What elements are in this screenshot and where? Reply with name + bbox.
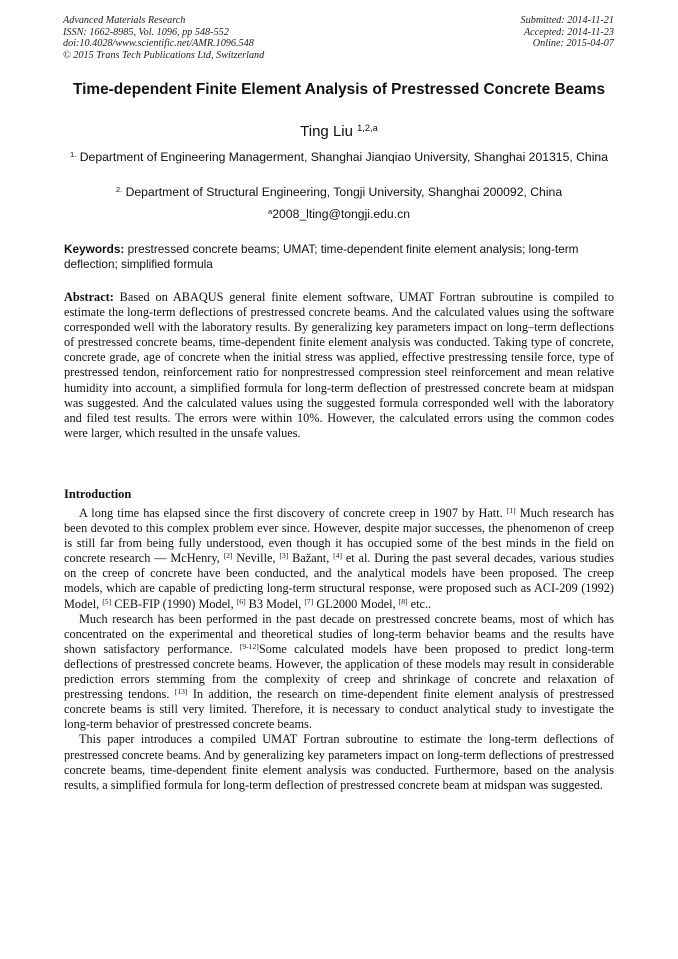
citation-2[interactable]: [2] — [223, 551, 233, 561]
affiliation-2-mark: 2 — [115, 184, 121, 194]
affiliation-2-text: Department of Structural Engineering, Tongji University, Shanghai 200092, China — [125, 185, 563, 199]
intro-p1-text-5: et al. During the past several decades, various studies on the creep of concrete have been conducted, and the analytical models have been proposed. The creep models, which are capable of predicting long-term structural response, were proposed such as ACI-209 (1992) Model, — [64, 551, 615, 611]
email-address[interactable]: 2008_lting@tongji.edu.cn — [272, 207, 410, 221]
citation-9-12[interactable]: [9-12] — [239, 641, 259, 651]
issn-line: ISSN: 1662-8985, Vol. 1096, pp 548-552 — [63, 26, 229, 38]
publication-info — [63, 15, 264, 61]
abstract-label: Abstract: — [64, 290, 114, 304]
publication-dates — [521, 15, 614, 50]
citation-6[interactable]: [6] — [236, 596, 246, 606]
intro-p1-text-7: B3 Model, — [245, 596, 302, 611]
introduction-heading: Introduction — [64, 487, 132, 501]
intro-p1-text-3: Neville, — [232, 551, 276, 566]
online-date: Online: 2015-04-07 — [532, 38, 614, 50]
intro-p1-text-8: GL2000 Model, — [313, 596, 396, 611]
intro-p1-text-6: CEB-FIP (1990) Model, — [111, 596, 234, 611]
intro-p1-text-2: Much research has been devoted to this complex problem ever since. However, despite major successes, the phenomenon of creep is still far from being fully understood, even though it has occupied some of the best minds in the field on concrete research — McHenry, — [64, 506, 615, 566]
submitted-date: Submitted: 2014-11-21 — [520, 15, 614, 26]
introduction-body — [64, 506, 614, 793]
abstract-block — [64, 290, 614, 441]
citation-5[interactable]: [5] — [102, 596, 112, 606]
citation-7[interactable]: [7] — [304, 596, 314, 606]
journal-name: Advanced Materials Research — [63, 15, 186, 26]
paper-title: Time-dependent Finite Element Analysis of Prestressed Concrete Beams — [73, 81, 605, 98]
accepted-date: Accepted: 2014-11-23 — [523, 26, 614, 38]
introduction-paragraph-2 — [64, 612, 614, 733]
citation-4[interactable]: [4] — [333, 551, 342, 561]
author-affiliation-marks: 1,2,a — [357, 122, 378, 133]
copyright-line: © 2015 Trans Tech Publications Ltd, Switzerland — [63, 49, 265, 61]
intro-p2-text-2: Some calculated models have been proposed to predict long-term deflections of prestressed concrete beams. However, the application of these models may result in considerable prediction errors stemming from the complexity of creep and shrinkage of concrete and relaxation of prestressing tendons. — [64, 641, 614, 702]
affiliation-2: $^{2.}$ Department of Structural Engineering, Tongji University, Shanghai 200092, China — [115, 184, 563, 199]
intro-p2-text-3: In addition, the research on time-dependent finite element analysis of prestressed concrete beams is still very limited. Therefore, it is necessary to conduct analytical study to investigate the long-term behavior of prestressed concrete beams. — [64, 687, 615, 732]
introduction-paragraph-3: This paper introduces a compiled UMAT Fortran subroutine to estimate the long-term deflections of prestressed concrete beams. And by generalizing key parameters impact on long-term deflections of prestressed concrete beams, time-dependent finite element analysis was conducted. Furthermore, based on the analysis results, a simplified formula for long-term deflection of prestressed concrete beam at midspan was suggested. — [64, 732, 614, 792]
intro-p1-text-4: Bažant, — [288, 551, 330, 566]
citation-1[interactable]: [1] — [506, 505, 516, 515]
citation-3[interactable]: [3] — [279, 551, 289, 561]
email-mark: a — [268, 206, 273, 216]
author-email — [64, 207, 614, 222]
affiliation-1-mark: 1 — [70, 149, 75, 159]
abstract-text: Based on ABAQUS general finite element software, UMAT Fortran subroutine is compiled to estimate the long-term deflections of prestressed concrete beams. And the calculated values using the software corresponded well with the laboratory results. By generalizing key parameters impact on long–term deflections of prestressed concrete beams, time-dependent finite element analysis was conducted. Taking type of concrete, concrete grade, age of concrete when the initial stress was applied, effective prestressing tensile force, type of prestressed tendon, reinforcement ratio for nonprestressed compression steel reinforcement and mean relative humidity into account, a simplified formula for long-term deflection of prestressed concrete beam at midspan was suggested. And the calculated values using the suggested formula corresponded well with the laboratory and filed test results. The errors were within 10%. However, the calculated errors using the common codes were larger, which resulted in the unsafe values. — [64, 290, 614, 440]
keywords-label: Keywords: — [64, 242, 125, 256]
introduction-paragraph-1 — [64, 506, 614, 612]
intro-p1-text-1: A long time has elapsed since the first discovery of concrete creep in 1907 by Hatt. — [79, 506, 503, 520]
intro-p2-text-1: Much research has been performed in the past decade on prestressed concrete beams, most of which has concentrated on the experimental and theoretical studies of long-term behavior beams and the results have shown satisfactory performance. — [64, 611, 614, 656]
affiliation-1-text: Department of Engineering Managerment, Shanghai Jianqiao University, Shanghai 201315, China — [79, 150, 608, 164]
doi-line: doi:10.4028/www.scientific.net/AMR.1096.548 — [63, 38, 254, 50]
citation-8[interactable]: [8] — [398, 596, 408, 606]
affiliation-1: $^{1.}$ Department of Engineering Managerment, Shanghai Jianqiao University, Shanghai 201315, China — [70, 149, 608, 164]
author-name: Ting Liu — [300, 123, 353, 140]
keywords-text: prestressed concrete beams; UMAT; time-dependent finite element analysis; long-term deflection; simplified formula — [64, 242, 579, 271]
keywords-block — [64, 242, 614, 271]
citation-13[interactable]: [13] — [174, 686, 188, 696]
intro-p1-text-9: etc.. — [407, 596, 432, 611]
author-line — [64, 123, 614, 141]
